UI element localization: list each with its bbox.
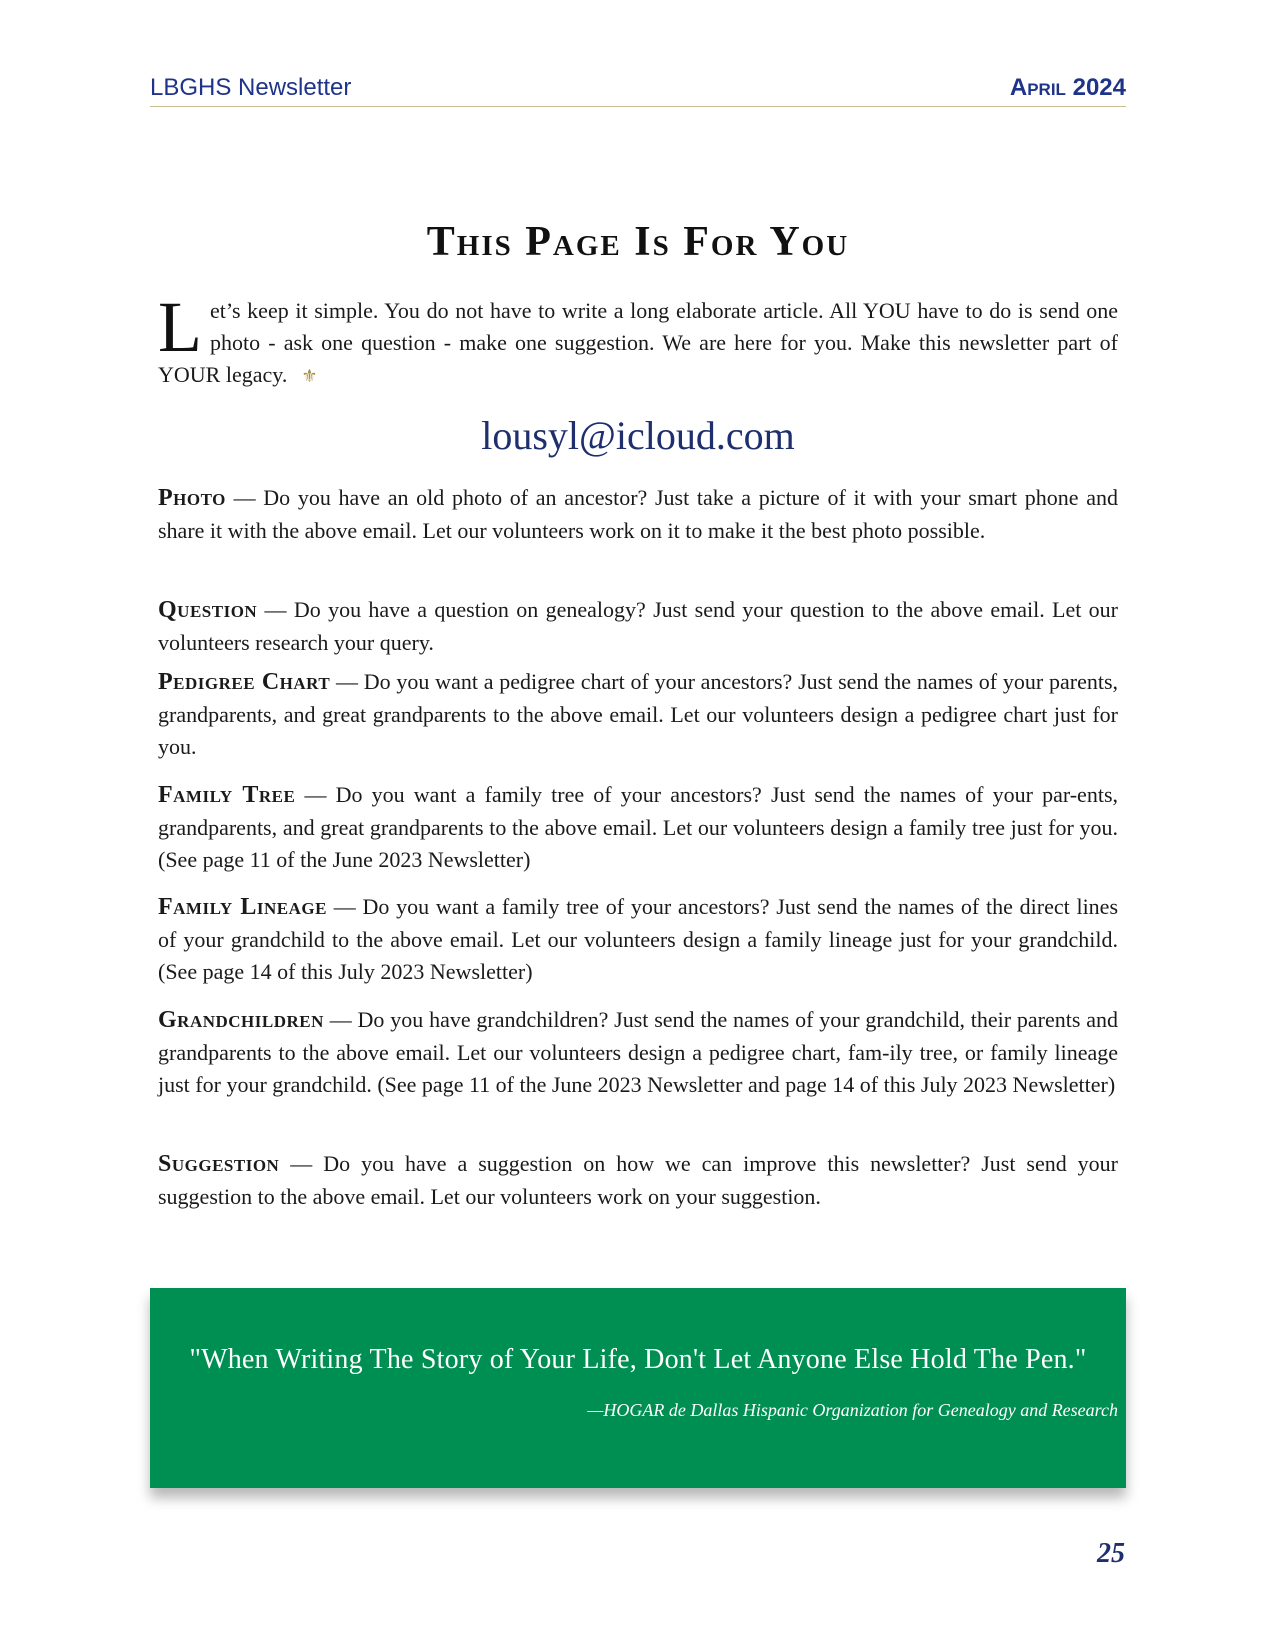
- section-family-tree: [158, 779, 1118, 877]
- section-text: Do you want a pedigree chart of your ancestors? Just send the names of your parents, grandparents, and great grandparents to the above email. Let our volunteers design a pedigree chart just for you.: [158, 669, 1119, 759]
- section-dash: —: [323, 1007, 358, 1032]
- section-dash: —: [295, 782, 336, 807]
- section-photo: [158, 482, 1118, 547]
- fleur-de-lis-icon: ⚜: [301, 366, 318, 386]
- quote-box: [150, 1288, 1126, 1488]
- section-dash: —: [279, 1151, 324, 1176]
- section-dash: —: [225, 485, 264, 510]
- section-text: Do you want a family tree of your ancestors? Just send the names of the direct lines of your grandchild to the above email. Let our volunteers design a family lineage just for your grandchild. (See page 14 of this July 2023 Newsletter): [158, 894, 1119, 984]
- page-title: This Page Is For You: [426, 219, 850, 265]
- page-header: [150, 74, 1126, 107]
- section-label: Pedigree Chart: [158, 669, 331, 695]
- section-family-lineage: [158, 891, 1118, 989]
- page-number: 25: [1097, 1538, 1125, 1569]
- section-label: Grandchildren: [158, 1007, 324, 1033]
- drop-cap: L: [158, 287, 202, 367]
- section-question: [158, 594, 1118, 659]
- section-label: Question: [158, 597, 258, 623]
- quote-attribution: —HOGAR de Dallas Hispanic Organization for Genealogy and Research: [587, 1400, 1118, 1420]
- newsletter-name: LBGHS Newsletter: [150, 74, 352, 101]
- section-text: Do you have a question on genealogy? Just send your question to the above email. Let our volunteers research your query.: [158, 597, 1119, 655]
- section-label: Family Lineage: [158, 894, 327, 920]
- section-label: Suggestion: [158, 1151, 280, 1177]
- section-dash: —: [257, 597, 294, 622]
- section-text: Do you have an old photo of an ancestor? Just take a picture of it with your smart phone and share it with the above email. Let our volunteers work on it to make it the best photo possible.: [158, 485, 1118, 543]
- section-dash: —: [326, 894, 363, 919]
- quote-text: "When Writing The Story of Your Life, Don't Let Anyone Else Hold The Pen.": [189, 1344, 1087, 1375]
- intro-text: et’s keep it simple. You do not have to write a long elaborate article. All YOU have to do is send one photo - ask one question - make one suggestion. We are here for you. Make this newsletter part of YOUR legacy.: [158, 298, 1118, 387]
- section-text: Do you have grandchildren? Just send the names of your grandchild, their parents and grandparents to the above email. Let our volunteers design a pedigree chart, fam-ily tree, or family lineage just for your grandchild. (See page 11 of the June 2023 Newsletter and page 14 of this July 2023 Newsletter): [158, 1007, 1118, 1097]
- section-label: Photo: [158, 485, 226, 511]
- issue-date: April 2024: [1009, 74, 1126, 101]
- section-pedigree-chart: [158, 666, 1118, 764]
- section-dash: —: [330, 669, 364, 694]
- section-label: Family Tree: [158, 782, 296, 808]
- section-text: Do you want a family tree of your ancestors? Just send the names of your par-ents, grandparents, and great grandparents to the above email. Let our volunteers design a family tree just for you. (See page 11 of the June 2023 Newsletter): [158, 782, 1118, 872]
- section-grandchildren: [158, 1004, 1118, 1102]
- contact-email[interactable]: lousyl@icloud.com: [481, 413, 795, 458]
- intro-paragraph: [158, 287, 1118, 392]
- section-text: Do you have a suggestion on how we can improve this newsletter? Just send your suggestion to the above email. Let our volunteers work on your suggestion.: [158, 1151, 1119, 1209]
- section-suggestion: [158, 1148, 1118, 1213]
